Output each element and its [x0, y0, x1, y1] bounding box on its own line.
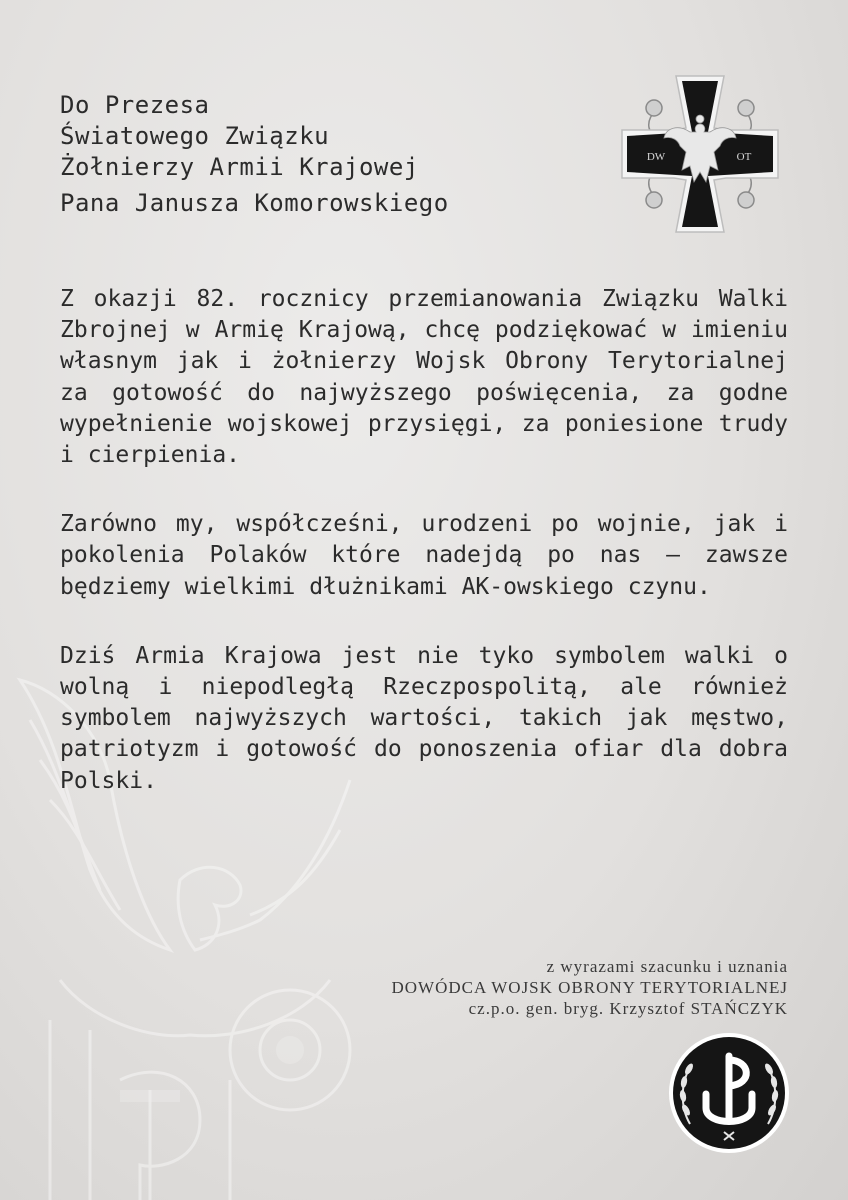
emblem-left-text: DW [646, 151, 666, 163]
wot-cross-badge-icon [618, 72, 782, 236]
kotwica-polska-walczaca-icon [668, 1032, 790, 1154]
emblem-right-text: OT [736, 151, 752, 163]
signature-greeting: z wyrazami szacunku i uznania [546, 957, 788, 976]
paragraph-2: Zarówno my, współcześni, urodzeni po wojnie, jak i pokolenia Polaków które nadejdą po nas – zawsze będziemy wielkimi dłużnikami AK-owskiego czynu. [60, 511, 788, 600]
paragraph-3: Dziś Armia Krajowa jest nie tyko symbolem walki o wolną i niepodległą Rzeczpospolitą, ale również symbolem najwyższych wartości, takich jak męstwo, patriotyzm i gotowość do ponoszenia ofiar dla dobra Polski. [60, 642, 788, 794]
signature-name: cz.p.o. gen. bryg. Krzysztof STAŃCZYK [468, 999, 788, 1018]
addressee-name: Pana Janusza Komorowskiego [60, 189, 449, 217]
signature-block [391, 956, 788, 1019]
paragraph-1: Z okazji 82. rocznicy przemianowania Związku Walki Zbrojnej w Armię Krajową, chcę podziękować w imieniu własnym jak i żołnierzy Wojsk Obrony Terytorialnej za gotowość do najwyższego poświęcenia, za godne wypełnienie wojskowej przysięgi, za poniesione trudy i cierpienia. [60, 286, 788, 469]
signature-title: DOWÓDCA WOJSK OBRONY TERYTORIALNEJ [391, 978, 788, 997]
addressee-line-2: Światowego Związku [60, 122, 330, 150]
addressee-block [60, 90, 449, 219]
letter-body [60, 284, 788, 835]
addressee-line-1: Do Prezesa [60, 91, 210, 119]
addressee-line-3: Żołnierzy Armii Krajowej [60, 153, 419, 181]
